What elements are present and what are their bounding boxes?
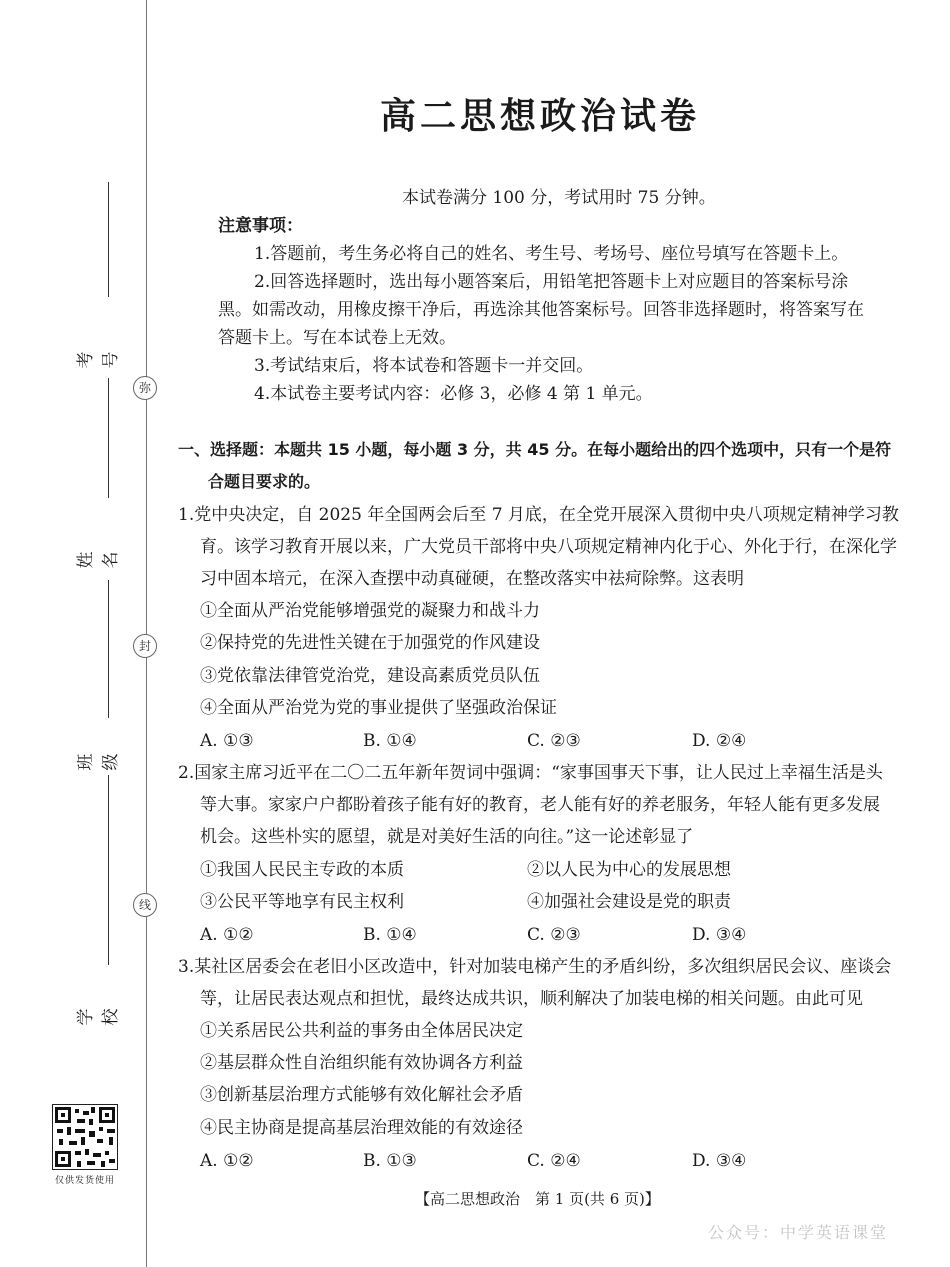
- question-1-statement: ④全面从严治党为党的事业提供了坚强政治保证: [200, 698, 557, 718]
- section-heading: 一、选择题：本题共 15 小题，每小题 3 分，共 45 分。在每小题给出的四个选项中，只有一个是符: [178, 440, 892, 459]
- question-2-stem: 等大事。家家户户都盼着孩子能有好的教育，老人能有好的养老服务，年轻人能有更多发展: [200, 795, 880, 815]
- notice-line: 4.本试卷主要考试内容：必修 3，必修 4 第 1 单元。: [254, 384, 653, 404]
- question-1-stem: 育。该学习教育开展以来，广大党员干部将中央八项规定精神内化于心、外化于行，在深化学: [200, 537, 897, 557]
- name-line: [108, 378, 109, 498]
- name-label: 姓名: [76, 547, 121, 569]
- question-2-statement: ③公民平等地享有民主权利: [200, 892, 404, 912]
- question-1-choice-c: C. ②③: [527, 731, 581, 751]
- notice-line: 2.回答选择题时，选出每小题答案后，用铅笔把答题卡上对应题目的答案标号涂: [254, 272, 849, 292]
- exam-info: 本试卷满分 100 分，考试用时 75 分钟。: [402, 188, 716, 208]
- question-3-choice-d: D. ③④: [692, 1151, 747, 1171]
- question-2-choice-d: D. ③④: [692, 925, 747, 945]
- notice-line: 3.考试结束后，将本试卷和答题卡一并交回。: [254, 356, 594, 376]
- question-1-stem: 1.党中央决定，自 2025 年全国两会后至 7 月底，在全党开展深入贯彻中央八项规定精神学习教: [178, 505, 899, 525]
- question-2-stem: 2.国家主席习近平在二〇二五年新年贺词中强调：“家事国事天下事，让人民过上幸福生活是头: [178, 763, 883, 783]
- exam-number-label: 考号: [76, 347, 121, 369]
- question-2-stem: 机会。这些朴实的愿望，就是对美好生活的向往。”这一论述彰显了: [200, 827, 694, 847]
- question-3-statement: ②基层群众性自治组织能有效协调各方利益: [200, 1053, 523, 1073]
- question-3-stem: 3.某社区居委会在老旧小区改造中，针对加装电梯产生的矛盾纠纷，多次组织居民会议、座谈会: [178, 957, 892, 977]
- page-title: 高二思想政治试卷: [380, 96, 701, 137]
- question-2-statement: ②以人民为中心的发展思想: [527, 860, 731, 880]
- page-footer: 【高二思想政治 第 1 页(共 6 页)】: [415, 1190, 660, 1208]
- question-1-stem: 习中固本培元，在深入查摆中动真碰硬，在整改落实中祛疴除弊。这表明: [200, 569, 744, 589]
- question-1-statement: ①全面从严治党能够增强党的凝聚力和战斗力: [200, 601, 540, 621]
- question-3-statement: ①关系居民公共利益的事务由全体居民决定: [200, 1021, 523, 1041]
- seal-mark-feng: 封: [133, 634, 157, 658]
- question-2-choice-a: A. ①②: [200, 925, 254, 945]
- qr-caption: 仅供发货使用: [54, 1176, 115, 1186]
- exam-number-line: [108, 182, 109, 297]
- class-line: [108, 580, 109, 718]
- notice-line: 黑。如需改动，用橡皮擦干净后，再选涂其他答案标号。回答非选择题时，将答案写在: [218, 300, 864, 320]
- question-2-statement: ④加强社会建设是党的职责: [527, 892, 731, 912]
- question-3-statement: ③创新基层治理方式能够有效化解社会矛盾: [200, 1085, 523, 1105]
- seal-mark-xian: 线: [133, 893, 157, 917]
- class-label: 班级: [76, 749, 121, 771]
- qr-code: [52, 1104, 118, 1170]
- notice-heading: 注意事项：: [218, 216, 303, 236]
- notice-line: 1.答题前，考生务必将自己的姓名、考生号、考场号、座位号填写在答题卡上。: [254, 244, 849, 264]
- notice-line: 答题卡上。写在本试卷上无效。: [218, 328, 456, 348]
- question-1-statement: ③党依靠法律管党治党，建设高素质党员队伍: [200, 666, 540, 686]
- question-3-choice-c: C. ②④: [527, 1151, 581, 1171]
- school-label: 学校: [76, 1004, 121, 1026]
- question-2-statement: ①我国人民民主专政的本质: [200, 860, 404, 880]
- question-1-statement: ②保持党的先进性关键在于加强党的作风建设: [200, 633, 540, 653]
- question-1-choice-a: A. ①③: [200, 731, 254, 751]
- question-3-statement: ④民主协商是提高基层治理效能的有效途径: [200, 1118, 523, 1138]
- school-line: [108, 775, 109, 965]
- question-3-stem: 等，让居民表达观点和担忧，最终达成共识，顺利解决了加装电梯的相关问题。由此可见: [200, 989, 863, 1009]
- watermark: 公众号：中学英语课堂: [708, 1223, 889, 1242]
- question-3-choice-a: A. ①②: [200, 1151, 254, 1171]
- question-1-choice-b: B. ①④: [363, 731, 417, 751]
- question-1-choice-d: D. ②④: [692, 731, 747, 751]
- seal-mark-mi: 弥: [133, 376, 157, 400]
- section-heading-cont: 合题目要求的。: [208, 472, 321, 491]
- question-3-choice-b: B. ①③: [363, 1151, 417, 1171]
- question-2-choice-b: B. ①④: [363, 925, 417, 945]
- question-2-choice-c: C. ②③: [527, 925, 581, 945]
